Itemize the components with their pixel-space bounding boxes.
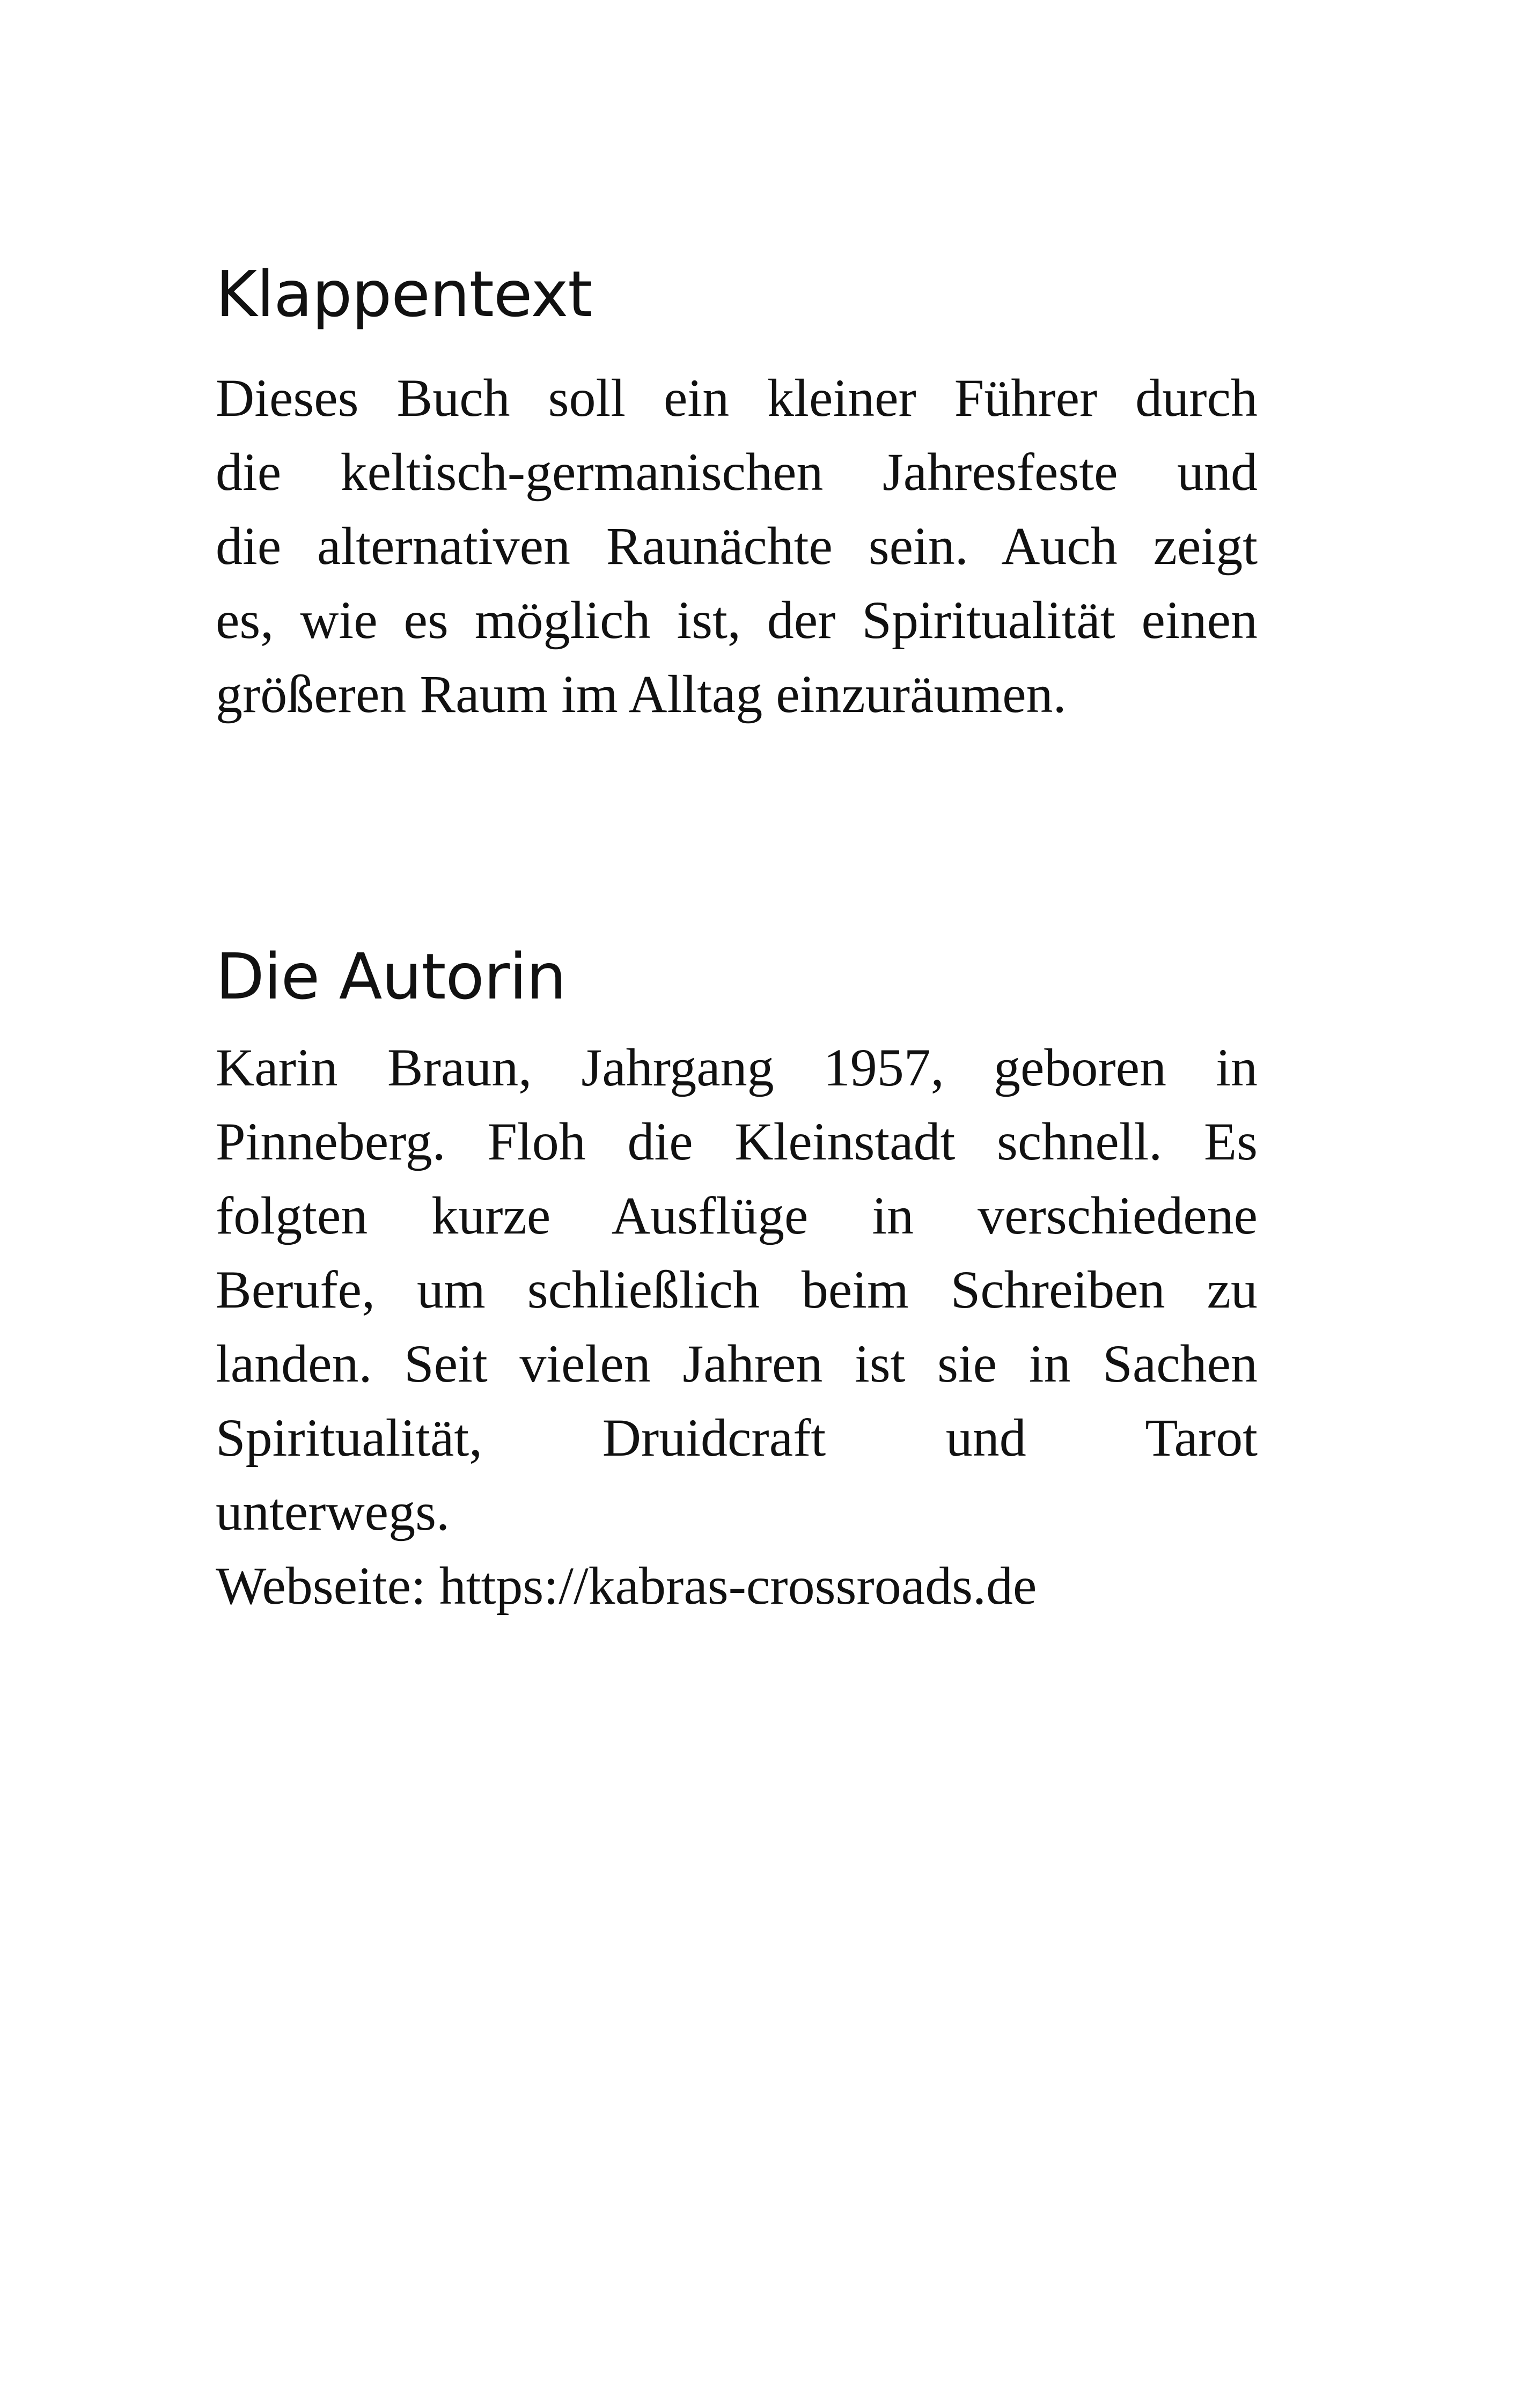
- author-bio-line: landen. Seit vielen Jahren ist sie in Sachen: [216, 1334, 1258, 1393]
- author-bio-line: unterwegs.: [216, 1482, 450, 1541]
- blurb-line: die alternativen Raunächte sein. Auch zeigt: [216, 516, 1258, 576]
- website-line[interactable]: Webseite: https://kabras-crossroads.de: [216, 1556, 1037, 1616]
- author-bio-line: Karin Braun, Jahrgang 1957, geboren in: [216, 1038, 1258, 1097]
- blurb-line: Dieses Buch soll ein kleiner Führer durch: [216, 368, 1258, 428]
- author-bio-line: Pinneberg. Floh die Kleinstadt schnell. Es: [216, 1112, 1258, 1171]
- author-heading: Die Autorin: [216, 939, 566, 1014]
- author-bio-line: folgten kurze Ausflüge in verschiedene: [216, 1186, 1258, 1245]
- blurb-line: die keltisch-germanischen Jahresfeste und: [216, 442, 1258, 502]
- blurb-line: es, wie es möglich ist, der Spiritualität einen: [216, 590, 1258, 650]
- author-bio-line: Berufe, um schließlich beim Schreiben zu: [216, 1260, 1258, 1319]
- author-bio-line: Spiritualität, Druidcraft und Tarot: [216, 1408, 1258, 1467]
- blurb-line: größeren Raum im Alltag einzuräumen.: [216, 664, 1067, 724]
- blurb-heading: Klappentext: [216, 257, 592, 331]
